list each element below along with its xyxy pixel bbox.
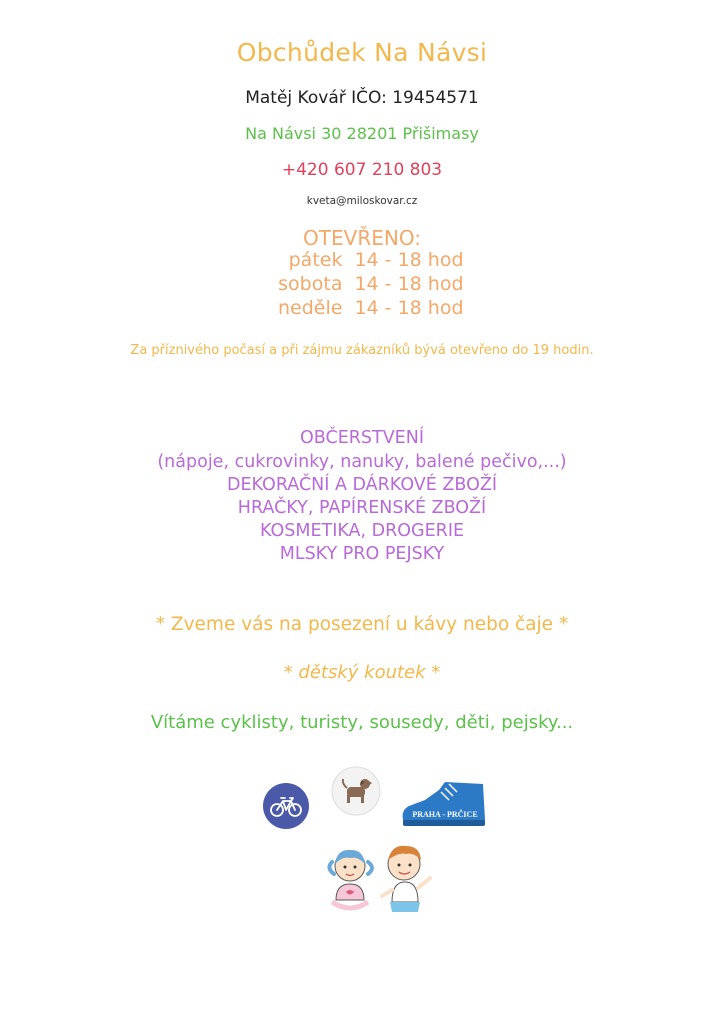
opening-row-sunday: [0, 297, 724, 319]
goods-item: HRAČKY, PAPÍRENSKÉ ZBOŽÍ: [237, 498, 487, 518]
opening-day: pátek: [288, 249, 343, 271]
goods-item: DEKORAČNÍ A DÁRKOVÉ ZBOŽÍ: [227, 475, 497, 495]
opening-row-saturday: [0, 273, 724, 295]
shop-address: Na Návsi 30 28201 Přišimasy: [245, 124, 479, 143]
goods-item: OBČERSTVENÍ: [300, 428, 424, 448]
coffee-invite: * Zveme vás na posezení u kávy nebo čaje *: [155, 614, 569, 635]
owner-line: Matěj Kovář IČO: 19454571: [245, 88, 479, 108]
welcome-line: Vítáme cyklisty, turisty, sousedy, děti, pejsky...: [150, 712, 574, 733]
opening-heading: OTEVŘENO:: [303, 226, 421, 250]
shop-phone: +420 607 210 803: [281, 160, 443, 180]
goods-item: KOSMETIKA, DROGERIE: [259, 521, 465, 541]
opening-note: Za příznivého počasí a při zájmu zákazníků bývá otevřeno do 19 hodin.: [130, 343, 594, 358]
opening-day: sobota: [278, 273, 343, 295]
opening-time: 14 - 18 hod: [354, 273, 464, 295]
hiking-boot-icon: [399, 780, 489, 828]
boot-label: PRAHA - PRČICE: [412, 810, 478, 819]
opening-time: 14 - 18 hod: [354, 249, 464, 271]
opening-time: 14 - 18 hod: [354, 297, 464, 319]
shop-email: kveta@miloskovar.cz: [306, 195, 418, 207]
opening-day: neděle: [278, 297, 343, 319]
children-icon: [322, 840, 438, 920]
bicycle-icon: [263, 783, 309, 829]
shop-name: Obchůdek Na Návsi: [236, 38, 488, 67]
goods-item: MLSKY PRO PEJSKY: [279, 544, 445, 564]
goods-item: (nápoje, cukrovinky, nanuky, balené pečivo,...): [157, 452, 567, 472]
opening-row-friday: [0, 249, 724, 271]
dog-icon: [331, 766, 381, 816]
kids-corner: * dětský koutek *: [283, 662, 441, 683]
